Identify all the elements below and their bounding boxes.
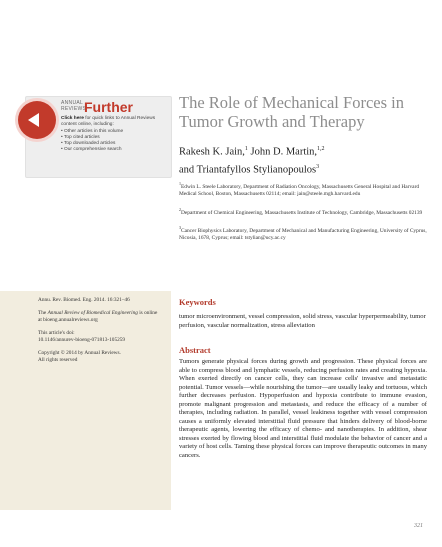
further-links xyxy=(61,129,171,153)
keywords-list: tumor microenvironment, vessel compression, solid stress, vascular hyperpermeability, tumor perfusion, vascular normalization, stress alleviation xyxy=(179,313,426,329)
abstract-heading: Abstract xyxy=(179,345,211,355)
keywords-heading: Keywords xyxy=(179,297,216,307)
further-link-cited[interactable]: • Top cited articles xyxy=(61,135,171,141)
further-link-search[interactable]: • Our comprehensive search xyxy=(61,147,171,153)
authors: Rakesh K. Jain,$^1$ John D. Martin,$^{1,2}$ and Triantafyllos Stylianopoulos$^3$ xyxy=(179,146,325,175)
citation: Annu. Rev. Biomed. Eng. 2014. 16:321–46 xyxy=(38,297,130,303)
abstract-body: Tumors generate physical forces during growth and progression. These physical forces are able to compress blood and lymphatic vessels, reducing perfusion rates and creating hypoxia. When exerted directly on cancer cells, they can increase cells' invasive and metastatic potential. Tumor vessels—while nourishing the tumor—are usually leaky and tortuous, which further decreases perfusion. Hypoperfusion and hypoxia contribute to immune evasion, promote malignant progression and metastasis, and reduce the efficacy of a number of therapies, including radiation. In parallel, vessel leakiness together with vessel compression causes a uniformly elevated interstitial fluid pressure that hinders delivery of blood-borne therapeutic agents, lowering the efficacy of chemo- and nanotherapies. In addition, shear stresses exerted by flowing blood and interstitial fluid modulate the behavior of cancer and a variety of host cells. Taming these physical forces can improve therapeutic outcomes in many cancers. xyxy=(179,358,427,459)
page-number: 321 xyxy=(414,523,423,529)
affiliation-2: $^2$Department of Chemical Engineering, Massachusetts Institute of Technology, Cambridge, Massachusetts 02139 xyxy=(179,207,423,216)
doi-block: This article's doi: 10.1146/annurev-bioeng-071813-105259 xyxy=(38,330,126,343)
annual-reviews-label: ANNUAL REVIEWS xyxy=(61,100,87,112)
further-reading-box[interactable] xyxy=(25,96,172,178)
citation-info xyxy=(38,297,158,370)
further-title: Further xyxy=(84,99,133,115)
journal-note: The Annual Review of Biomedical Engineering is online at bioeng.annualreviews.org xyxy=(38,310,158,323)
further-link-volume[interactable]: • Other articles in this volume xyxy=(61,129,171,135)
click-here-link[interactable]: Click here xyxy=(61,116,84,121)
affiliation-3: $^3$Cancer Biophysics Laboratory, Department of Mechanical and Manufacturing Engineering, University of Cyprus, Nicosia, 1678, Cyprus; email: tstylian@ucy.ac.cy xyxy=(179,225,427,241)
article-title: The Role of Mechanical Forces in Tumor Growth and Therapy xyxy=(179,93,404,131)
further-link-downloaded[interactable]: • Top downloaded articles xyxy=(61,141,171,147)
further-description: Click here for quick links to Annual Reviews content online, including: • Other articles in this volume • Top cited articles • Top downloaded articles • Our comprehensive search xyxy=(61,116,171,153)
affiliation-1: $^1$Edwin L. Steele Laboratory, Department of Radiation Oncology, Massachusetts General Hospital and Harvard Medical School, Boston, Massachusetts 02114; email: jain@steele.mgh.harvard.edu xyxy=(179,181,420,197)
copyright: Copyright © 2014 by Annual Reviews. All rights reserved xyxy=(38,350,121,363)
doi[interactable]: 10.1146/annurev-bioeng-071813-105259 xyxy=(38,337,126,343)
further-arrow-icon[interactable] xyxy=(18,101,56,139)
